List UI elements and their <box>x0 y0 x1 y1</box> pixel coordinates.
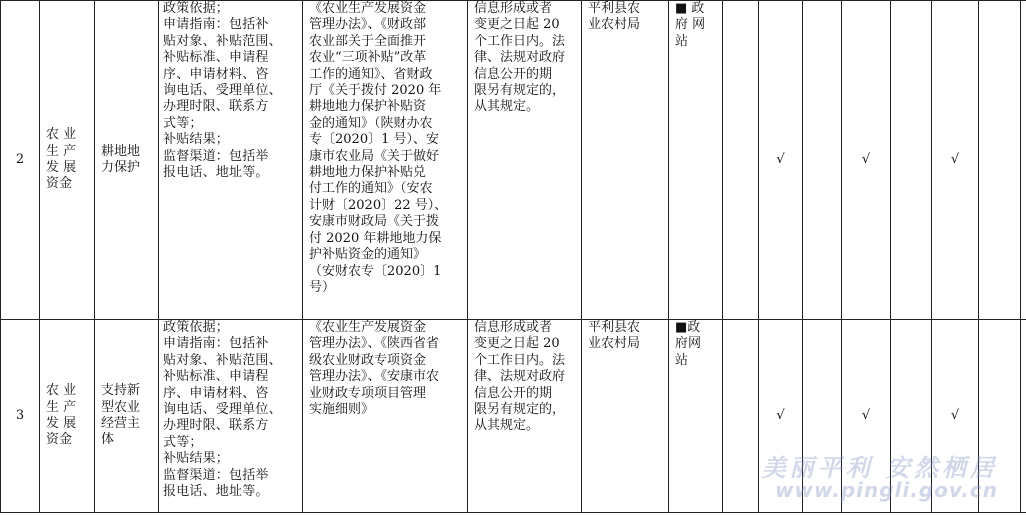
tick-cell: √ <box>932 320 979 513</box>
tick-cell <box>891 320 932 513</box>
tick-cell <box>803 1 842 320</box>
watermark-slogan: 美丽平利 安然栖居 <box>761 454 998 482</box>
tick-cell: √ <box>842 1 891 320</box>
tick-cell: √ <box>842 320 891 513</box>
watermark-url: www.pingli.gov.cn <box>775 478 998 502</box>
table-row <box>1 320 1026 513</box>
domain-cell: 农 业 生 产 发 展 资金 <box>40 320 95 513</box>
tick-cell <box>979 320 1021 513</box>
tick-cell <box>979 1 1021 320</box>
time-limit-cell: 信息形成或者 变更之日起 20 个工作日内。法 律、法规对政府 信息公开的期 限另有规定的， 从其规定。 <box>468 320 582 513</box>
basis-cell: 《农业生产发展资金 管理办法》、《陕西省省 级农业财政专项资金 管理办法》、《安康市农 业财政专项项目管理 实施细则》 <box>303 320 468 513</box>
department-cell: 平利县农 业农村局 <box>582 320 669 513</box>
content-cell: 政策依据； 申请指南：包括补 贴对象、补贴范围、 补贴标准、申请程 序、申请材料、咨 询电话、受理单位、 办理时限、联系方 式等； 补贴结果； 监督渠道：包括举 报电话、地址等。 <box>159 320 303 513</box>
row-number: 3 <box>1 320 40 513</box>
domain-cell: 农 业 生 产 发 展 资金 <box>40 1 95 320</box>
tick-cell <box>1021 320 1026 513</box>
table-row <box>1 1 1026 320</box>
tick-cell: √ <box>759 1 803 320</box>
tick-cell: √ <box>932 1 979 320</box>
basis-cell: 《农业生产发展资金 管理办法》、《财政部 农业部关于全面推开 农业“三项补贴”改革 工作的通知》、省财政 厅《关于拨付 2020 年 耕地地力保护补贴资 金的通知》（陕财办农 专〔2020〕1 号）、安 康市农业局《关于做好 耕地地力保护补贴兑 付工作的通知》（安农 计财〔2020〕22 号）、 安康市财政局《关于拨 付 2020 年耕地地力保 护补贴资金的通知》 （安财农专〔2020〕1 号） <box>303 1 468 320</box>
tick-cell <box>723 320 759 513</box>
tick-cell: √ <box>759 320 803 513</box>
tick-cell <box>1021 1 1026 320</box>
tick-cell <box>803 320 842 513</box>
department-cell: 平利县农 业农村局 <box>582 1 669 320</box>
content-cell: 政策依据； 申请指南：包括补 贴对象、补贴范围、 补贴标准、申请程 序、申请材料、咨 询电话、受理单位、 办理时限、联系方 式等； 补贴结果； 监督渠道：包括举 报电话、地址等。 <box>159 1 303 320</box>
row-number: 2 <box>1 1 40 320</box>
item-cell: 耕地地 力保护 <box>95 1 159 320</box>
time-limit-cell: 信息形成或者 变更之日起 20 个工作日内。法 律、法规对政府 信息公开的期 限另有规定的， 从其规定。 <box>468 1 582 320</box>
tick-cell <box>891 1 932 320</box>
channel-cell: ■政 府网 站 <box>669 320 723 513</box>
item-cell: 支持新 型农业 经营主 体 <box>95 320 159 513</box>
tick-cell <box>723 1 759 320</box>
channel-cell: ■ 政 府 网 站 <box>669 1 723 320</box>
